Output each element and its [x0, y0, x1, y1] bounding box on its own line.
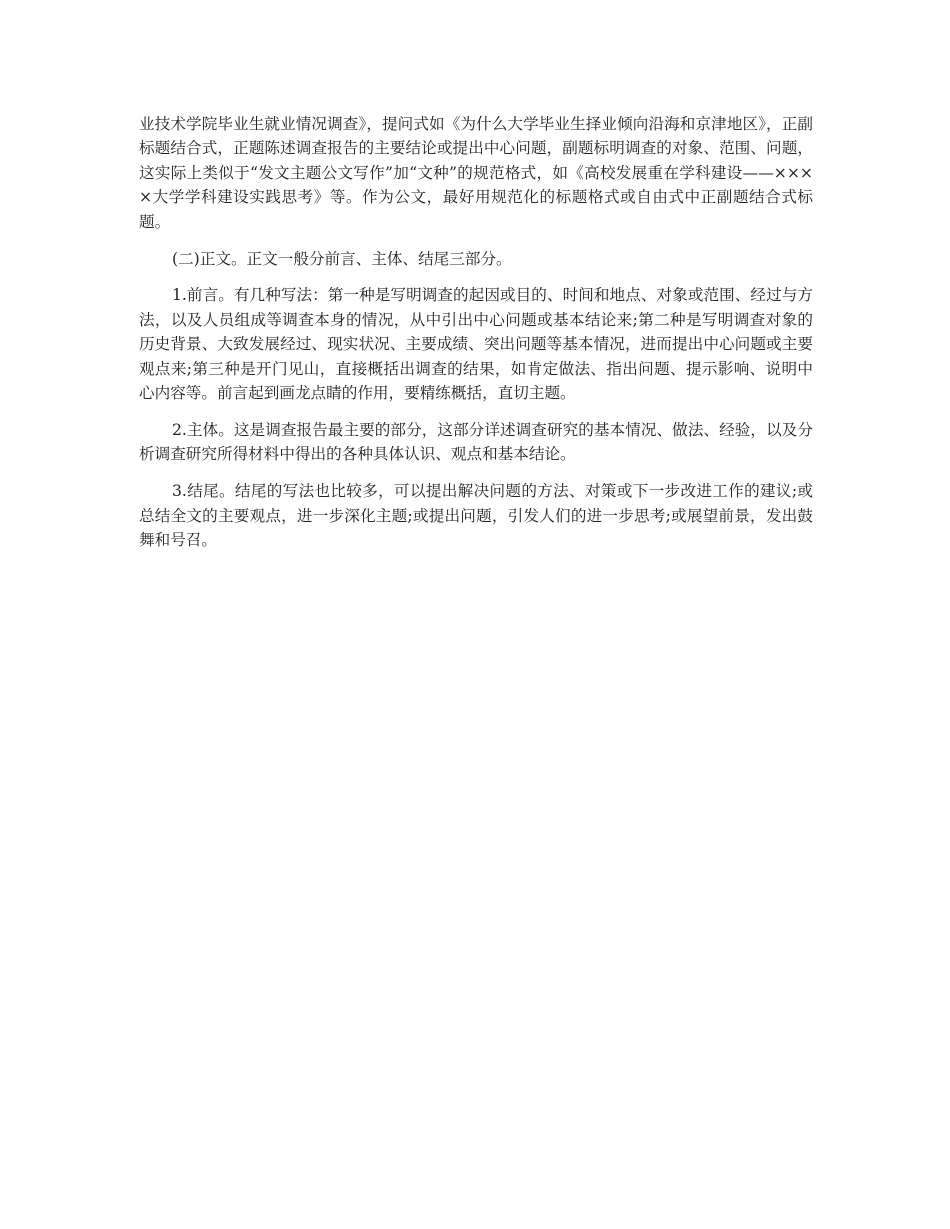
paragraph-body-section: (二)正文。正文一般分前言、主体、结尾三部分。 [172, 249, 512, 268]
paragraph-preface: 1.前言。有几种写法：第一种是写明调查的起因或目的、时间和地点、对象或范围、经过与方法，以及人员组成等调查本身的情况，从中引出中心问题或基本结论来;第二种是写明调查对象的历史背景、大致发展经过、现实状况、主要成绩、突出问题等基本情况，进而提出中心问题或主要观点来;第三种是开门见山，直接概括出调查的结果，如肯定做法、指出问题、提示影响、说明中心内容等。前言起到画龙点睛的作用，要精练概括，直切主题。 [139, 286, 813, 403]
paragraph-ending: 3.结尾。结尾的写法也比较多，可以提出解决问题的方法、对策或下一步改进工作的建议;或总结全文的主要观点，进一步深化主题;或提出问题，引发人们的进一步思考;或展望前景，发出鼓舞和号召。 [139, 482, 813, 550]
paragraph-title-formats: 业技术学院毕业生就业情况调查》，提问式如《为什么大学毕业生择业倾向沿海和京津地区》，正副标题结合式，正题陈述调查报告的主要结论或提出中心问题，副题标明调查的对象、范围、问题，这实际上类似于“发文主题公文写作”加“文种”的规范格式，如《高校发展重在学科建设——××××大学学科建设实践思考》等。作为公文，最好用规范化的标题格式或自由式中正副题结合式标题。 [139, 115, 813, 231]
document-page [139, 112, 813, 565]
paragraph-main-body: 2.主体。这是调查报告最主要的部分，这部分详述调查研究的基本情况、做法、经验，以及分析调查研究所得材料中得出的各种具体认识、观点和基本结论。 [139, 420, 813, 464]
